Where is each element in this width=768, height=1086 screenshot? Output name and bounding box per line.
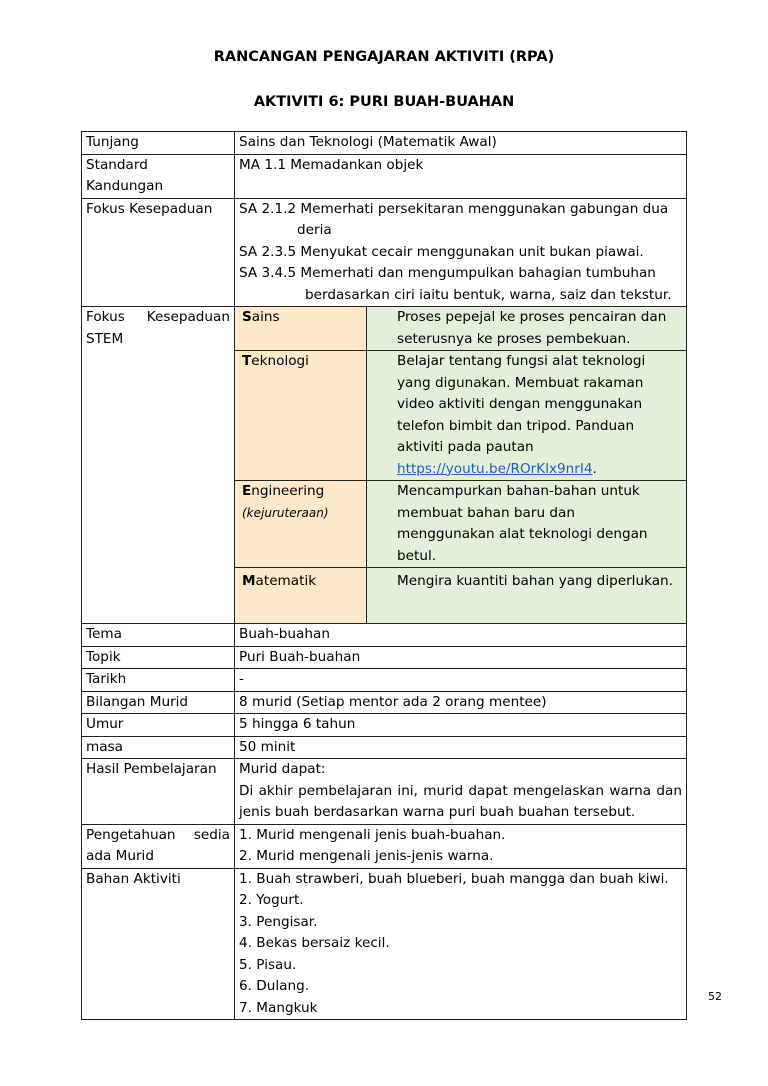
hasil-intro: Murid dapat: <box>239 761 326 777</box>
stem-row-sains <box>235 307 686 351</box>
value-bahan <box>235 868 687 1020</box>
stem-row-matematik <box>235 568 686 624</box>
label-standard-line1: Standard <box>86 156 148 173</box>
label-umur: Umur <box>82 714 235 737</box>
list-item: 5. Pisau. <box>239 956 297 973</box>
row-bilangan <box>82 691 687 714</box>
row-topik <box>82 646 687 669</box>
value-standard: MA 1.1 Memadankan objek <box>235 154 687 198</box>
list-item: 3. Pengisar. <box>239 913 318 930</box>
stem-row-teknologi <box>235 351 686 481</box>
document-title: RANCANGAN PENGAJARAN AKTIVITI (RPA) <box>213 49 555 65</box>
label-pengetahuan-b: sedia <box>193 826 230 843</box>
stem-key-matematik: Matematik <box>235 568 367 624</box>
video-link[interactable]: https://youtu.be/ROrKlx9nrI4 <box>397 460 593 477</box>
stem-row-engineering <box>235 481 686 568</box>
row-standard <box>82 154 687 198</box>
value-fokus <box>235 198 687 307</box>
row-hasil <box>82 759 687 825</box>
label-stem-a: Fokus <box>86 309 125 325</box>
label-tunjang: Tunjang <box>82 132 235 155</box>
value-tema: Buah-buahan <box>235 624 687 647</box>
list-item: 1. Murid mengenali jenis buah-buahan. <box>239 826 506 843</box>
list-item: 2. Yogurt. <box>239 892 304 908</box>
label-stem <box>82 307 235 624</box>
fokus-line: deria <box>297 222 332 238</box>
fokus-line: berdasarkan ciri iaitu bentuk, warna, saiz dan tekstur. <box>305 286 672 303</box>
row-tema <box>82 624 687 647</box>
stem-table <box>235 307 686 623</box>
row-tarikh <box>82 669 687 692</box>
row-fokus <box>82 198 687 307</box>
label-stem-c: STEM <box>86 330 124 347</box>
stem-desc-sains: Proses pepejal ke proses pencairan dan seterusnya ke proses pembekuan. <box>367 307 687 351</box>
activity-title: AKTIVITI 6: PURI BUAH-BUAHAN <box>253 94 515 110</box>
list-item: 4. Bekas bersaiz kecil. <box>239 935 390 951</box>
label-topik: Topik <box>82 646 235 669</box>
row-pengetahuan <box>82 824 687 868</box>
list-item: 7. Mangkuk <box>239 999 318 1016</box>
label-fokus: Fokus Kesepaduan <box>82 198 235 307</box>
label-tema: Tema <box>82 624 235 647</box>
value-masa: 50 minit <box>235 736 687 759</box>
label-hasil: Hasil Pembelajaran <box>82 759 235 825</box>
value-tarikh: - <box>235 669 687 692</box>
rpa-table <box>81 131 687 1020</box>
label-tarikh: Tarikh <box>82 669 235 692</box>
row-bahan <box>82 868 687 1020</box>
label-bahan: Bahan Aktiviti <box>82 868 235 1020</box>
stem-desc-engineering: Mencampurkan bahan-bahan untuk membuat bahan baru dan menggunakan alat teknologi dengan betul. <box>367 481 687 568</box>
label-standard <box>82 154 235 198</box>
value-pengetahuan <box>235 824 687 868</box>
list-item: 1. Buah strawberi, buah blueberi, buah mangga dan buah kiwi. <box>239 870 669 887</box>
stem-key-sains: Sains <box>235 307 367 351</box>
fokus-line: SA 3.4.5 Memerhati dan mengumpulkan bahagian tumbuhan <box>239 265 656 281</box>
label-masa: masa <box>82 736 235 759</box>
stem-desc-teknologi: Belajar tentang fungsi alat teknologi yang digunakan. Membuat rakaman video aktiviti dengan menggunakan telefon bimbit dan tripod. Panduan aktiviti pada pautan https://youtu.be/ROrKlx9nrI4. <box>367 351 687 481</box>
label-stem-b: Kesepaduan <box>146 309 230 325</box>
label-pengetahuan-c: ada Murid <box>86 848 154 864</box>
row-umur <box>82 714 687 737</box>
label-pengetahuan <box>82 824 235 868</box>
list-item: 6. Dulang. <box>239 978 310 994</box>
row-tunjang <box>82 132 687 155</box>
list-item: 2. Murid mengenali jenis-jenis warna. <box>239 848 494 864</box>
value-tunjang: Sains dan Teknologi (Matematik Awal) <box>235 132 687 155</box>
stem-cell <box>235 307 687 624</box>
row-masa <box>82 736 687 759</box>
value-hasil <box>235 759 687 825</box>
label-pengetahuan-a: Pengetahuan <box>86 826 176 843</box>
value-topik: Puri Buah-buahan <box>235 646 687 669</box>
page-number: 52 <box>708 990 722 1003</box>
stem-desc-matematik: Mengira kuantiti bahan yang diperlukan. <box>367 568 687 624</box>
label-standard-line2: Kandungan <box>86 178 164 194</box>
label-bilangan: Bilangan Murid <box>82 691 235 714</box>
value-umur: 5 hingga 6 tahun <box>235 714 687 737</box>
value-bilangan: 8 murid (Setiap mentor ada 2 orang mentee) <box>235 691 687 714</box>
fokus-line: SA 2.1.2 Memerhati persekitaran menggunakan gabungan dua <box>239 200 669 217</box>
fokus-line: SA 2.3.5 Menyukat cecair menggunakan unit bukan piawai. <box>239 243 644 260</box>
row-stem <box>82 307 687 624</box>
stem-key-teknologi: Teknologi <box>235 351 367 481</box>
engineering-note: (kejuruteraan) <box>242 505 329 520</box>
hasil-text: Di akhir pembelajaran ini, murid dapat mengelaskan warna dan jenis buah berdasarkan warna puri buah buahan tersebut. <box>239 782 682 820</box>
stem-key-engineering: Engineering (kejuruteraan) <box>235 481 367 568</box>
